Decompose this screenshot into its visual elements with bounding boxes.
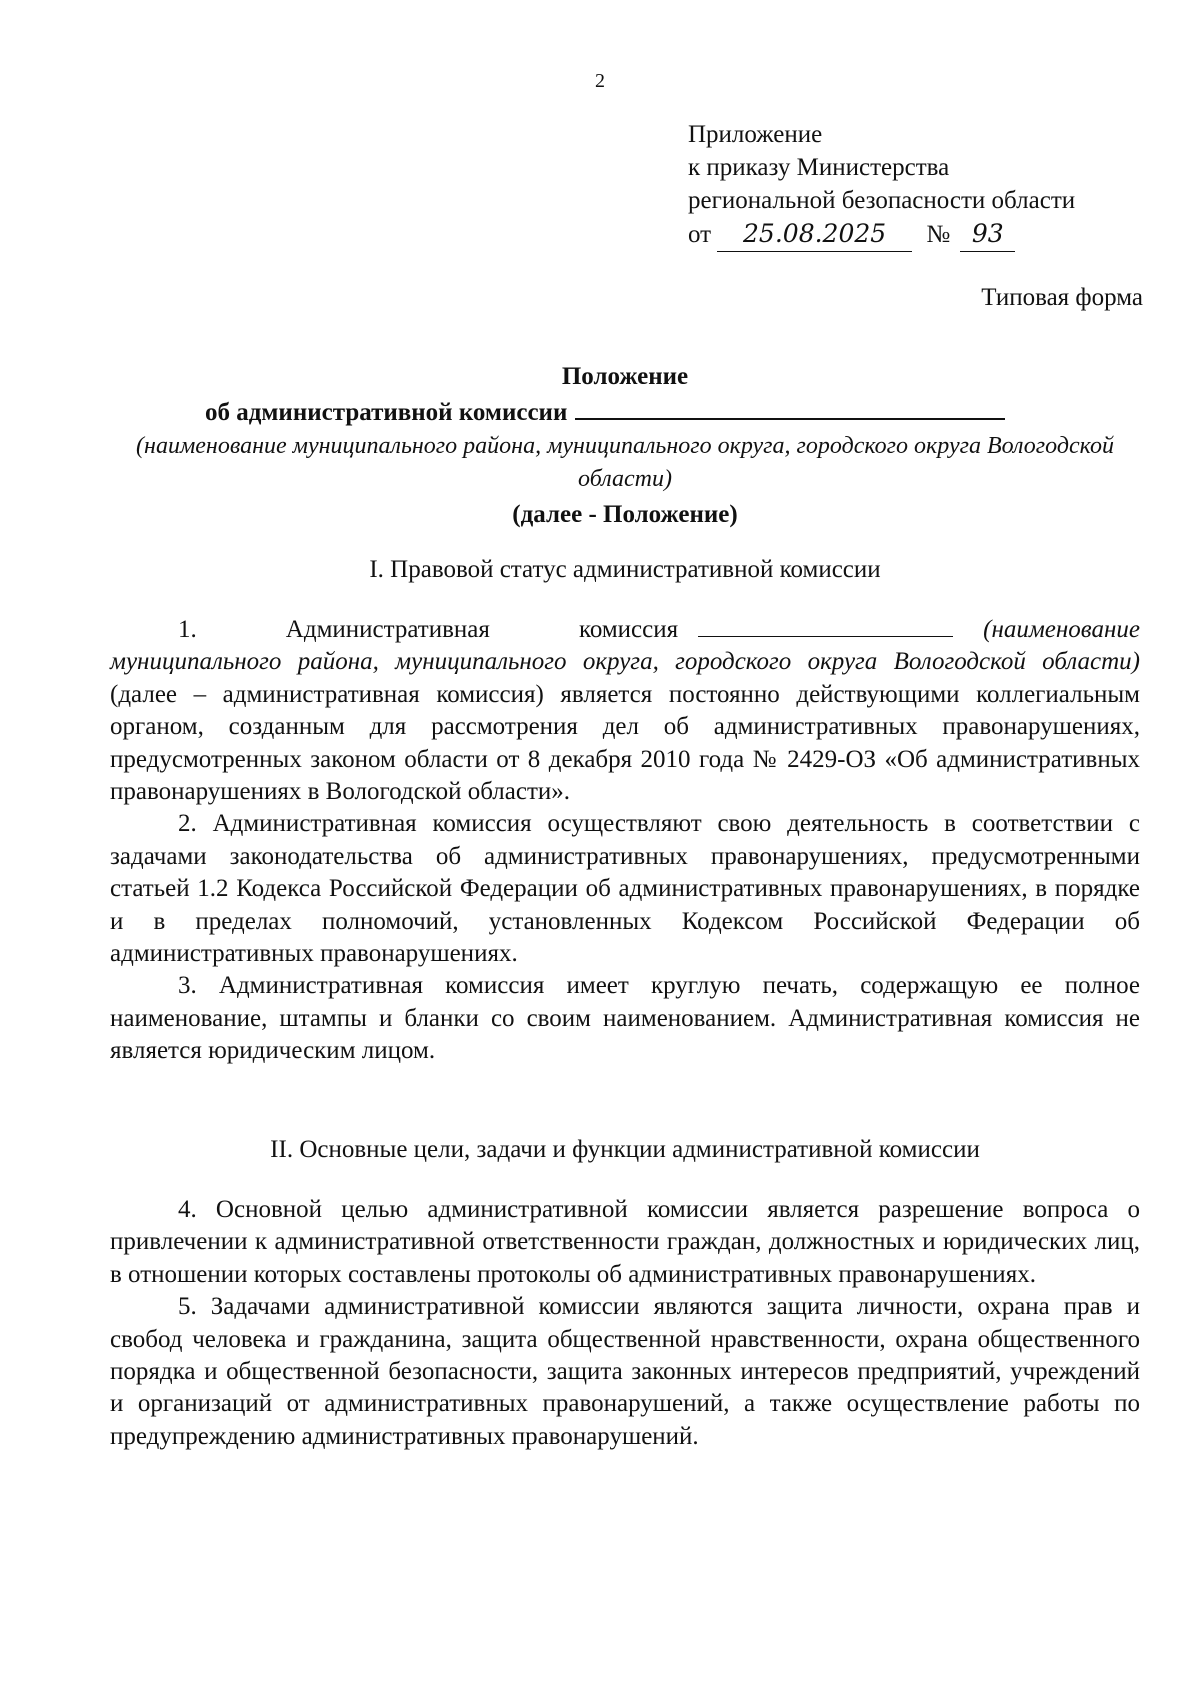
date-field xyxy=(717,217,912,252)
title-ending: (далее - Положение) xyxy=(512,501,738,528)
appendix-block xyxy=(688,118,1075,252)
section-1-heading: I. Правовой статус административной комиссии xyxy=(369,556,881,583)
appendix-line-1: Приложение xyxy=(688,121,823,148)
title-block xyxy=(110,360,1140,534)
paragraph-1-rest: (далее – административная комиссия) является постоянно действующими коллегиальным органом, созданным для рассмотрения дел об административных правонарушениях, предусмотренных законом области от 8 декабря 2010 года № 2429-ОЗ «Об административных правонарушениях в Вологодской области». xyxy=(110,680,1140,806)
paragraph-3: 3. Административная комиссия имеет круглую печать, содержащую ее полное наименование, штампы и бланки со своим наименованием. Административная комиссия не является юридическим лицом. xyxy=(110,972,1140,1065)
form-type-label: Типовая форма xyxy=(981,284,1143,311)
document-subtitle xyxy=(110,394,1140,430)
paragraph-1 xyxy=(110,614,1140,808)
section-2-heading: II. Основные цели, задачи и функции административной комиссии xyxy=(270,1136,980,1163)
subtitle-text: об административной комиссии xyxy=(205,399,568,426)
from-label: от xyxy=(688,221,712,248)
appendix-line-3: региональной безопасности области xyxy=(688,187,1076,214)
appendix-date-row xyxy=(688,217,1075,252)
paragraph-4: 4. Основной целью административной комиссии является разрешение вопроса о привлечении к административной ответственности граждан, должностных и юридических лиц, в отношении которых составлены протоколы об административных правонарушениях. xyxy=(110,1196,1140,1288)
document-title: Положение xyxy=(561,363,689,390)
page-number: 2 xyxy=(595,70,605,92)
subtitle-blank-line xyxy=(575,394,1005,420)
number-label: № xyxy=(926,221,951,248)
number-field xyxy=(960,217,1015,252)
name-hint: (наименование муниципального района, муниципального округа, городского округа Вологодской области) xyxy=(136,433,1114,492)
paragraph-5: 5. Задачами административной комиссии являются защита личности, охрана прав и свобод человека и гражданина, защита общественной нравственности, охрана общественного порядка и общественной безопасности, защита законных интересов предприятий, учреждений и организаций от административных правонарушений, а также осуществление работы по предупреждению административных правонарушений. xyxy=(110,1293,1140,1450)
section-2-body xyxy=(110,1194,1140,1453)
appendix-line-2: к приказу Министерства xyxy=(688,154,950,181)
paragraph-2: 2. Административная комиссия осуществляют свою деятельность в соответствии с задачами законодательства об административных правонарушениях, предусмотренными статьей 1.2 Кодекса Российской Федерации об административных правонарушениях, в порядке и в пределах полномочий, установленных Кодексом Российской Федерации об административных правонарушениях. xyxy=(110,810,1140,968)
section-1-body xyxy=(110,614,1140,1068)
handwritten-number: 93 xyxy=(971,219,1004,248)
paragraph-1-start: 1. Административная комиссия xyxy=(178,616,679,643)
handwritten-date: 25.08.2025 xyxy=(743,219,887,248)
paragraph-1-blank-line xyxy=(698,616,953,637)
paragraph-1-hint: (наименование муниципального района, муниципального округа, городского округа Вологодской области) xyxy=(110,616,1140,676)
